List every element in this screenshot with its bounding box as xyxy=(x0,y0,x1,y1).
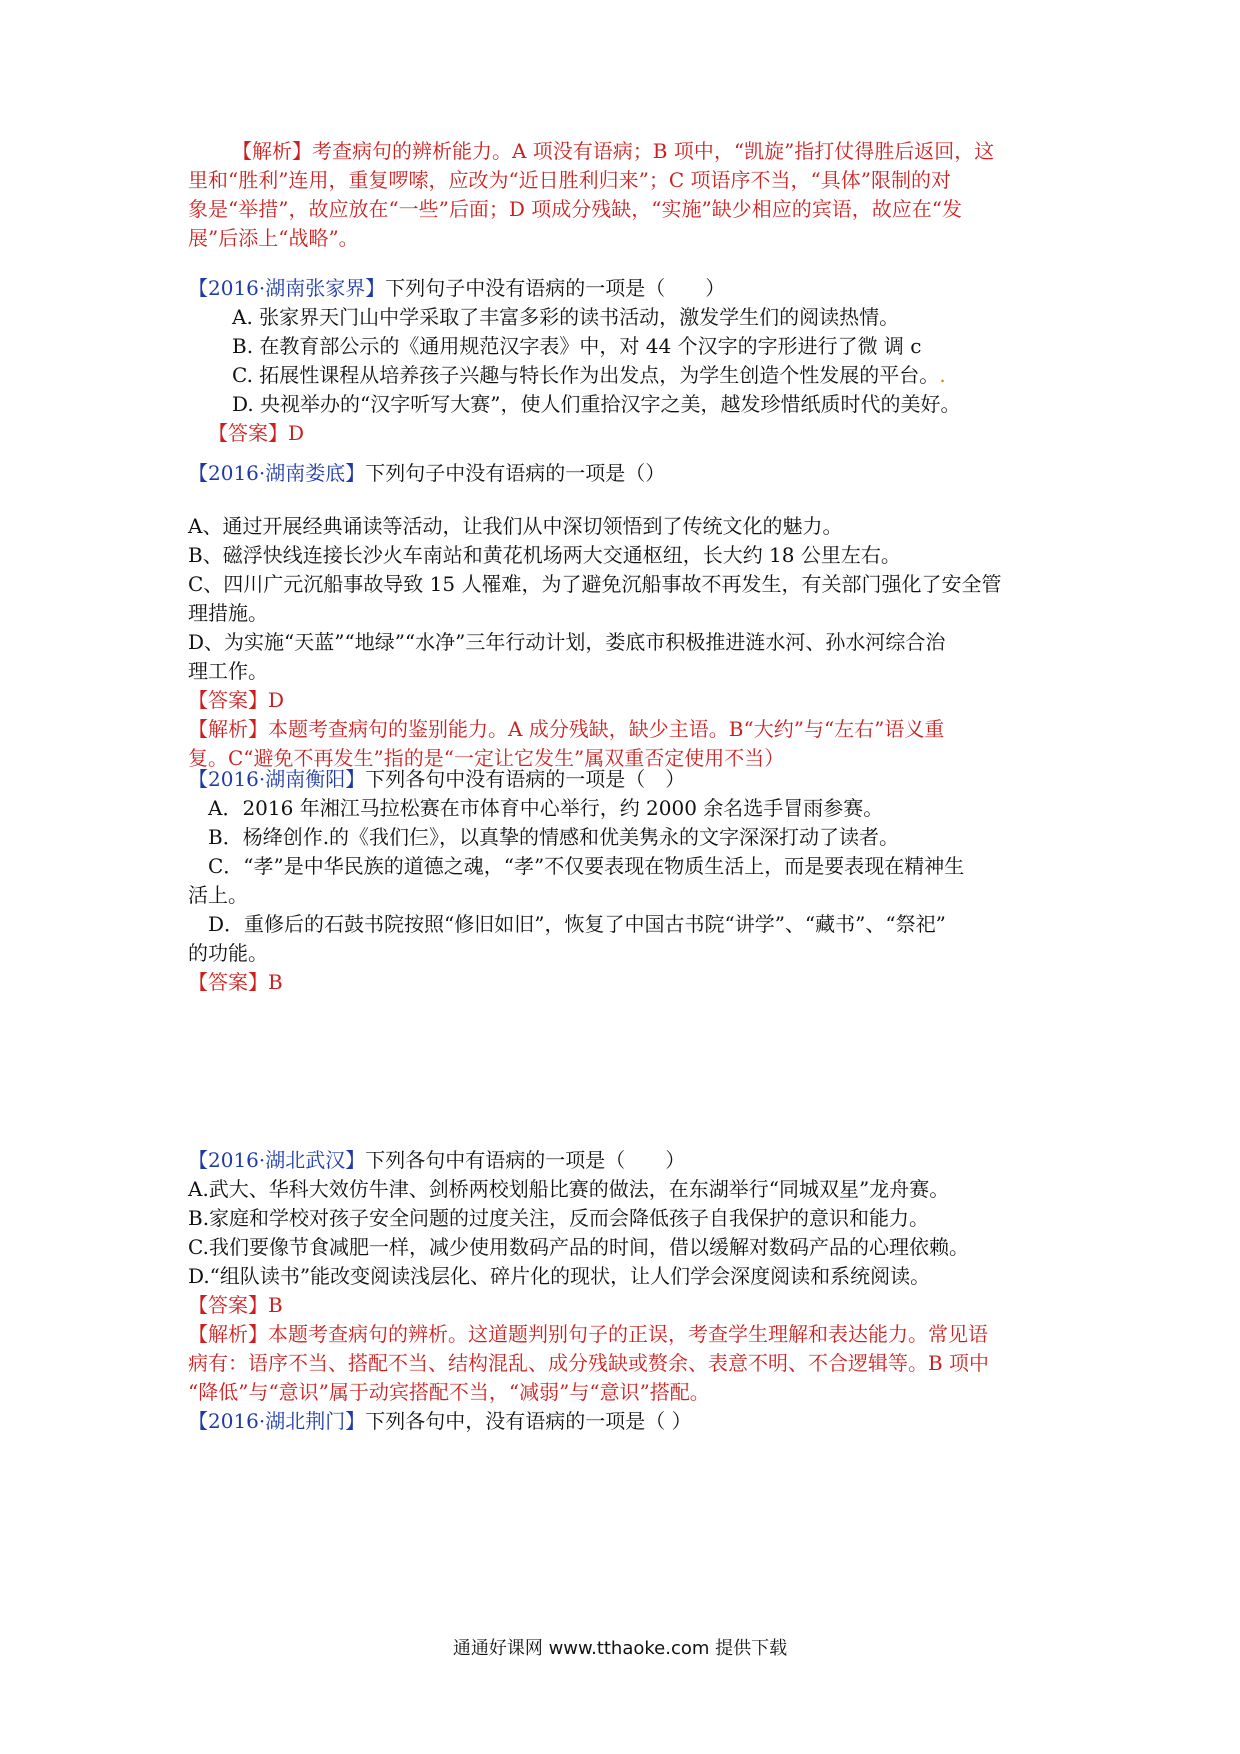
question-zhangjiajie xyxy=(188,274,1058,448)
question-hengyang xyxy=(188,765,1058,997)
answer-tag: 【答案】 xyxy=(188,688,268,712)
option-d-cont: 的功能。 xyxy=(188,941,268,965)
analysis-tag: 【解析】 xyxy=(188,1322,268,1346)
question-stem: 下列各句中没有语病的一项是（ ） xyxy=(365,767,686,791)
analysis-tag: 【解析】 xyxy=(188,717,268,741)
answer-value: B xyxy=(268,970,283,994)
analysis-line: 考查病句的辨析能力。A 项没有语病；B 项中，“凯旋”指打仗得胜后返回，这 xyxy=(312,139,995,163)
option-b: B. 在教育部公示的《通用规范汉字表》中，对 44 个汉字的字形进行了微 调 c xyxy=(232,334,922,358)
question-source: 【2016·湖北武汉】 xyxy=(188,1148,366,1172)
option-a: A. 张家界天门山中学采取了丰富多彩的读书活动，激发学生们的阅读热情。 xyxy=(232,305,900,329)
option-d-cont: 理工作。 xyxy=(188,659,268,683)
answer-value: D xyxy=(288,421,305,445)
option-c: C. 拓展性课程从培养孩子兴趣与特长作为出发点，为学生创造个性发展的平台。 xyxy=(232,363,940,387)
option-c: C．“孝”是中华民族的道德之魂，“孝”不仅要表现在物质生活上，而是要表现在精神生 xyxy=(208,854,965,878)
answer-tag: 【答案】 xyxy=(188,970,268,994)
question-stem: 下列句子中没有语病的一项是（ ） xyxy=(385,276,726,300)
option-a: A、通过开展经典诵读等活动，让我们从中深切领悟到了传统文化的魅力。 xyxy=(188,514,843,538)
answer-value: D xyxy=(268,688,285,712)
option-c-cont: 理措施。 xyxy=(188,601,268,625)
question-loudi-options xyxy=(188,512,1058,773)
question-stem: 下列各句中，没有语病的一项是（ ） xyxy=(365,1409,692,1433)
analysis-line: 里和“胜利”连用，重复啰嗦，应改为“近日胜利归来”；C 项语序不当，“具体”限制的对 xyxy=(188,168,952,192)
answer-tag: 【答案】 xyxy=(208,421,288,445)
option-d: D.“组队读书”能改变阅读浅层化、碎片化的现状，让人们学会深度阅读和系统阅读。 xyxy=(188,1264,931,1288)
analysis-line: 本题考查病句的鉴别能力。A 成分残缺，缺少主语。B“大约”与“左右”语义重 xyxy=(268,717,945,741)
option-c-cont: 活上。 xyxy=(188,883,248,907)
analysis-line: 展”后添上“战略”。 xyxy=(188,226,359,250)
option-d: D. 央视举办的“汉字听写大赛”，使人们重拾汉字之美，越发珍惜纸质时代的美好。 xyxy=(232,392,961,416)
stray-mark: . xyxy=(939,363,946,387)
question-stem: 下列各句中有语病的一项是（ ） xyxy=(365,1148,686,1172)
analysis-line: 象是“举措”，故应放在“一些”后面；D 项成分残缺，“实施”缺少相应的宾语，故应在“发 xyxy=(188,197,962,221)
analysis-line: “降低”与“意识”属于动宾搭配不当，“减弱”与“意识”搭配。 xyxy=(188,1380,710,1404)
analysis-line: 病有：语序不当、搭配不当、结构混乱、成分残缺或赘余、表意不明、不合逻辑等。B 项中 xyxy=(188,1351,990,1375)
answer-tag: 【答案】 xyxy=(188,1293,268,1317)
analysis-line: 本题考查病句的辨析。这道题判别句子的正误，考查学生理解和表达能力。常见语 xyxy=(268,1322,988,1346)
option-b: B、磁浮快线连接长沙火车南站和黄花机场两大交通枢纽，长大约 18 公里左右。 xyxy=(188,543,901,567)
analysis-line: 复。C“避免不再发生”指的是“一定让它发生”属双重否定使用不当） xyxy=(188,746,785,770)
question-source: 【2016·湖南衡阳】 xyxy=(188,767,366,791)
option-a: A.武大、华科大效仿牛津、剑桥两校划船比赛的做法，在东湖举行“同城双星”龙舟赛。 xyxy=(188,1177,950,1201)
option-b: B．杨绛创作.的《我们仨》，以真挚的情感和优美隽永的文字深深打动了读者。 xyxy=(208,825,900,849)
question-source: 【2016·湖南娄底】 xyxy=(188,461,366,485)
question-stem: 下列句子中没有语病的一项是（） xyxy=(365,461,666,485)
option-a: A．2016 年湘江马拉松赛在市体育中心举行，约 2000 余名选手冒雨参赛。 xyxy=(208,796,884,820)
option-d: D．重修后的石鼓书院按照“修旧如旧”，恢复了中国古书院“讲学”、“藏书”、“祭祀” xyxy=(208,912,946,936)
question-loudi xyxy=(188,459,1058,488)
answer-value: B xyxy=(268,1293,283,1317)
option-d: D、为实施“天蓝”“地绿”“水净”三年行动计划，娄底市积极推进涟水河、孙水河综合治 xyxy=(188,630,946,654)
analysis-block xyxy=(188,137,1058,253)
option-c: C.我们要像节食减肥一样，减少使用数码产品的时间，借以缓解对数码产品的心理依赖。 xyxy=(188,1235,969,1259)
analysis-tag: 【解析】 xyxy=(232,139,312,163)
option-c: C、四川广元沉船事故导致 15 人罹难，为了避免沉船事故不再发生，有关部门强化了安全管 xyxy=(188,572,1002,596)
question-source: 【2016·湖南张家界】 xyxy=(188,276,386,300)
option-b: B.家庭和学校对孩子安全问题的过度关注，反而会降低孩子自我保护的意识和能力。 xyxy=(188,1206,930,1230)
page-footer: 通通好课网 www.tthaoke.com 提供下载 xyxy=(452,1638,788,1659)
question-source: 【2016·湖北荆门】 xyxy=(188,1409,366,1433)
question-wuhan xyxy=(188,1146,1058,1436)
